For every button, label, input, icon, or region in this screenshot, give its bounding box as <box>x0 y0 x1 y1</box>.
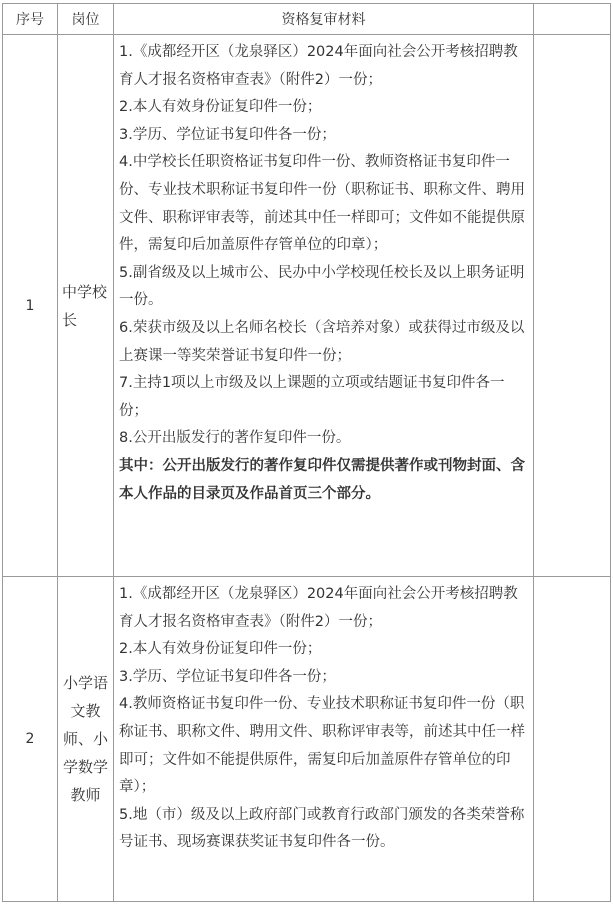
header-blank <box>534 4 611 35</box>
material-item: 6.荣获市级及以上名师名校长（含培养对象）或获得过市级及以上赛课一等奖荣誉证书复印件一份； <box>119 319 525 364</box>
material-note: 其中：公开出版发行的著作复印件仅需提供著作或刊物封面、含本人作品的目录页及作品首页三个部分。 <box>119 457 525 502</box>
blank-cell <box>534 577 611 902</box>
materials-table <box>2 3 611 902</box>
row-number: 2 <box>3 577 58 902</box>
materials-cell <box>114 577 534 902</box>
position-cell <box>58 35 114 577</box>
header-materials: 资格复审材料 <box>114 4 534 35</box>
position-cell <box>58 577 114 902</box>
position-label: 中学校长 <box>62 282 108 329</box>
material-item: 8.公开出版发行的著作复印件一份。 <box>119 430 351 447</box>
material-item: 4.中学校长任职资格证书复印件一份、教师资格证书复印件一份、专业技术职称证书复印件一份（职称证书、职称文件、聘用文件、职称评审表等，前述其中任一样即可；文件如不能提供原件，需复印后加盖原件存管单位的印章）； <box>119 154 525 254</box>
table-header-row <box>3 4 611 35</box>
blank-cell <box>534 35 611 577</box>
material-item: 2.本人有效身份证复印件一份； <box>119 99 322 116</box>
material-item: 2.本人有效身份证复印件一份； <box>119 641 322 658</box>
materials-cell <box>114 35 534 577</box>
header-position: 岗位 <box>58 4 114 35</box>
table-row <box>3 35 611 577</box>
material-item: 1.《成都经开区（龙泉驿区）2024年面向社会公开考核招聘教育人才报名资格审查表》（附件2）一份； <box>119 586 518 630</box>
row-number: 1 <box>3 35 58 577</box>
position-label: 小学语文教师、小学数学教师 <box>62 674 108 804</box>
material-item: 5.地（市）级及以上政府部门或教育行政部门颁发的各类荣誉称号证书、现场赛课获奖证书复印件各一份。 <box>119 806 525 851</box>
material-item: 1.《成都经开区（龙泉驿区）2024年面向社会公开考核招聘教育人才报名资格审查表》（附件2）一份； <box>119 44 518 88</box>
material-item: 4.教师资格证书复印件一份、专业技术职称证书复印件一份（职称证书、职称文件、聘用文件、职称评审表等，前述其中任一样即可；文件如不能提供原件，需复印后加盖原件存管单位的印章）； <box>119 696 525 796</box>
material-item: 7.主持1项以上市级及以上课题的立项或结题证书复印件各一份； <box>119 375 505 419</box>
material-item: 3.学历、学位证书复印件各一份； <box>119 126 336 143</box>
material-item: 3.学历、学位证书复印件各一份； <box>119 668 336 685</box>
material-item: 5.副省级及以上城市公、民办中小学校现任校长及以上职务证明一份。 <box>119 264 525 309</box>
header-no: 序号 <box>3 4 58 35</box>
table-row <box>3 577 611 902</box>
